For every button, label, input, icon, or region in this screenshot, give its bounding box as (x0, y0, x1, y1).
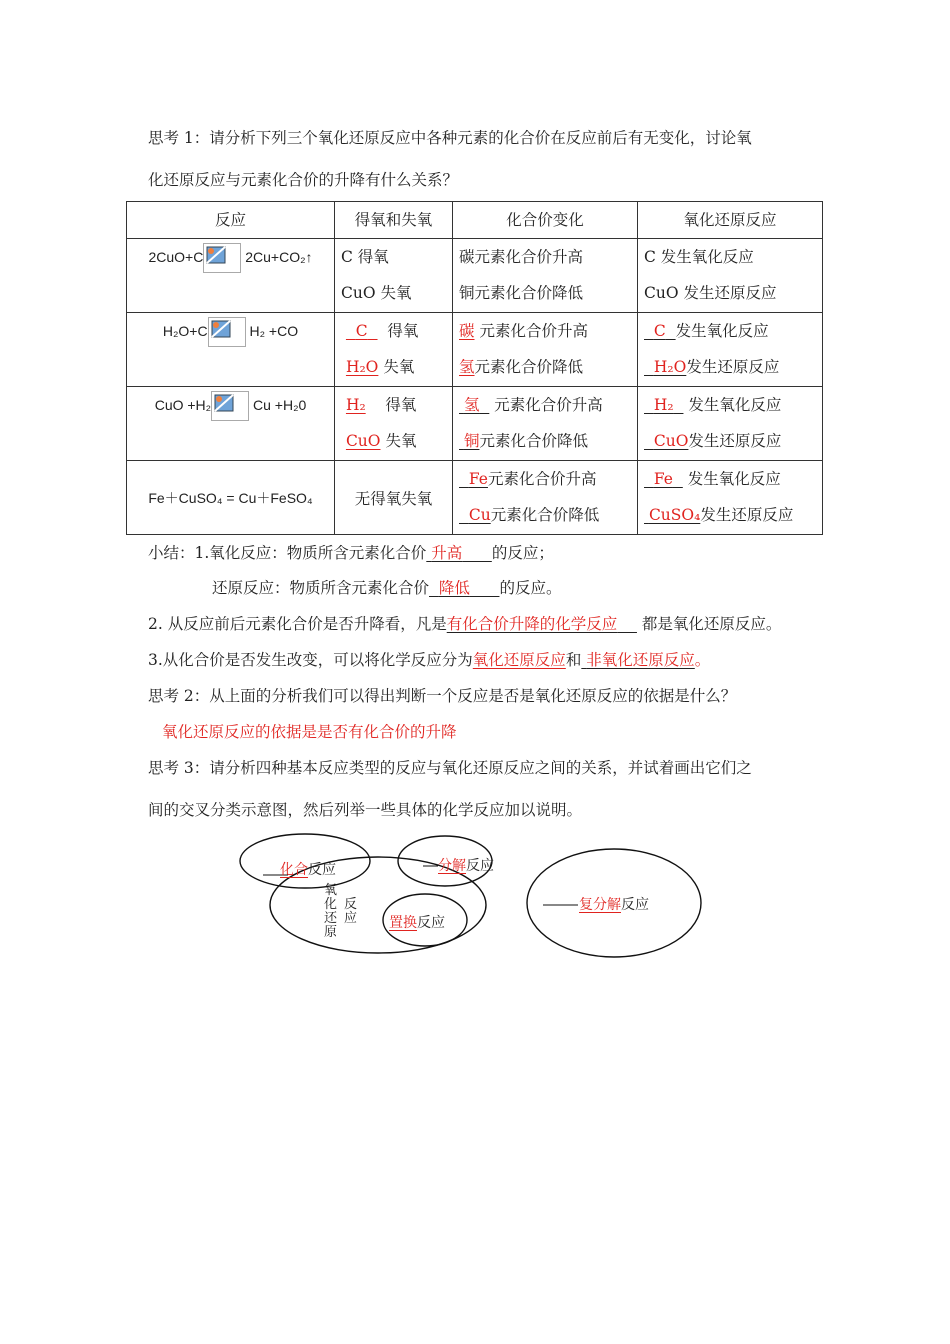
valence-label: 元素化合价降低 (479, 432, 588, 450)
valence-label: 元素化合价降低 (474, 358, 584, 376)
oxygen-cell (335, 239, 453, 313)
venn-decomposition-label: 分解反应 (438, 858, 494, 874)
answer: Fe (653, 470, 673, 488)
oxygen-cell (335, 461, 453, 535)
reaction-cell (127, 461, 335, 535)
answer: 铜 (463, 432, 480, 450)
redox-label: 发生还原反应 (688, 432, 782, 450)
reaction-equation: Fe＋CuSO₄ = Cu＋FeSO₄ (148, 489, 313, 506)
oxygen-cell (335, 387, 453, 461)
valence-up: 碳元素化合价升高 (459, 248, 584, 266)
valence-cell (453, 239, 638, 313)
redox-label: 发生还原反应 (700, 506, 794, 524)
answer: 降低 (438, 579, 470, 597)
oxy-label: 得氧 (385, 396, 417, 414)
header-redox: 氧化还原反应 (638, 202, 823, 239)
valence-label: 元素化合价升高 (487, 470, 597, 488)
header-valence: 化合价变化 (453, 202, 638, 239)
redox-reduction: CuO 发生还原反应 (644, 284, 777, 302)
oxy-label: 失氧 (383, 358, 415, 376)
reaction-left: H₂O+C (162, 323, 208, 339)
answer: 有化合价升降的化学反应 (446, 615, 618, 633)
answer: 非氧化还原反应 (586, 651, 695, 669)
reaction-arrow-icon (203, 243, 241, 273)
q3-line2: 间的交叉分类示意图，然后列举一些具体的化学反应加以说明。 (148, 801, 583, 819)
table-row (127, 387, 823, 461)
answer: Cu (468, 506, 491, 524)
valence-label: 元素化合价升高 (479, 322, 588, 340)
venn-displacement-label: 置换反应 (389, 915, 445, 931)
valence-label: 元素化合价升高 (494, 396, 603, 414)
reaction-cell (127, 313, 335, 387)
answer: Fe (468, 470, 488, 488)
oxy-label: 失氧 (385, 432, 417, 450)
classification-diagram (230, 825, 710, 960)
summary-line3: 2. 从反应前后元素化合价是否升降看，凡是有化合价升降的化学反应 都是氧化还原反应。 (148, 615, 782, 633)
answer: C (355, 322, 368, 340)
reaction-table (126, 201, 823, 535)
answer: H₂O (345, 358, 379, 376)
summary-line1: 小结：1.氧化反应：物质所含元素化合价 升高 的反应； (148, 544, 554, 562)
reaction-right: H₂ +CO (249, 323, 299, 339)
oxy-loss: CuO 失氧 (341, 284, 412, 302)
reaction-right: Cu +H₂0 (253, 397, 307, 413)
redox-cell (638, 461, 823, 535)
answer: CuO (653, 432, 689, 450)
venn-double-decomposition-label: 复分解反应 (579, 897, 649, 913)
valence-label: 元素化合价降低 (490, 506, 600, 524)
venn-combination-label: 化合反应 (280, 862, 336, 878)
venn-redox-suffix: 反 应 (344, 897, 358, 926)
valence-cell (453, 461, 638, 535)
oxygen-cell (335, 313, 453, 387)
redox-label: 发生氧化反应 (687, 470, 781, 488)
header-reaction: 反应 (127, 202, 335, 239)
reaction-left: CuO +H₂ (154, 397, 212, 413)
reaction-right: 2Cu+CO₂↑ (245, 249, 313, 265)
q1-line1: 思考 1：请分析下列三个氧化还原反应中各种元素的化合价在反应前后有无变化，讨论氧 (148, 129, 752, 147)
answer: 碳 (459, 322, 475, 340)
summary-line4: 3.从化合价是否发生改变，可以将化学反应分为氧化还原反应和 非氧化还原反应。 (148, 651, 711, 669)
q1-line2: 化还原反应与元素化合价的升降有什么关系？ (148, 171, 459, 189)
redox-cell (638, 387, 823, 461)
q2-answer: 氧化还原反应的依据是是否有化合价的升降 (162, 723, 457, 741)
valence-cell (453, 313, 638, 387)
redox-cell (638, 239, 823, 313)
reaction-arrow-icon (208, 317, 246, 347)
answer: H₂ (345, 396, 366, 414)
answer: 氧化还原反应 (472, 651, 566, 669)
answer: H₂ (653, 396, 674, 414)
table-row (127, 239, 823, 313)
answer: CuO (345, 432, 381, 450)
table-header-row (127, 202, 823, 239)
redox-cell (638, 313, 823, 387)
redox-oxidation: C 发生氧化反应 (644, 248, 754, 266)
answer: C (653, 322, 666, 340)
table-row (127, 461, 823, 535)
q3-line1: 思考 3：请分析四种基本反应类型的反应与氧化还原反应之间的关系，并试着画出它们之 (148, 759, 752, 777)
table-row (127, 313, 823, 387)
reaction-cell (127, 239, 335, 313)
header-oxygen: 得氧和失氧 (335, 202, 453, 239)
venn-redox-label: 氧 化 还 原 (324, 883, 338, 940)
oxy-gain: C 得氧 (341, 248, 389, 266)
answer: 升高 (431, 544, 463, 562)
valence-cell (453, 387, 638, 461)
oxy-none: 无得氧失氧 (354, 489, 433, 508)
oxy-label: 得氧 (387, 322, 419, 340)
valence-down: 铜元素化合价降低 (459, 284, 584, 302)
redox-label: 发生氧化反应 (688, 396, 782, 414)
redox-label: 发生还原反应 (686, 358, 780, 376)
summary-line2: 还原反应：物质所含元素化合价 降低 的反应。 (212, 579, 562, 597)
answer: CuSO₄ (648, 506, 701, 524)
reaction-cell (127, 387, 335, 461)
q2-question: 思考 2：从上面的分析我们可以得出判断一个反应是否是氧化还原反应的依据是什么？ (148, 687, 737, 705)
redox-label: 发生氧化反应 (675, 322, 769, 340)
reaction-arrow-icon (211, 391, 249, 421)
answer: 氢 (459, 358, 475, 376)
answer: H₂O (653, 358, 687, 376)
answer: 氢 (463, 396, 480, 414)
reaction-left: 2CuO+C (148, 249, 204, 265)
